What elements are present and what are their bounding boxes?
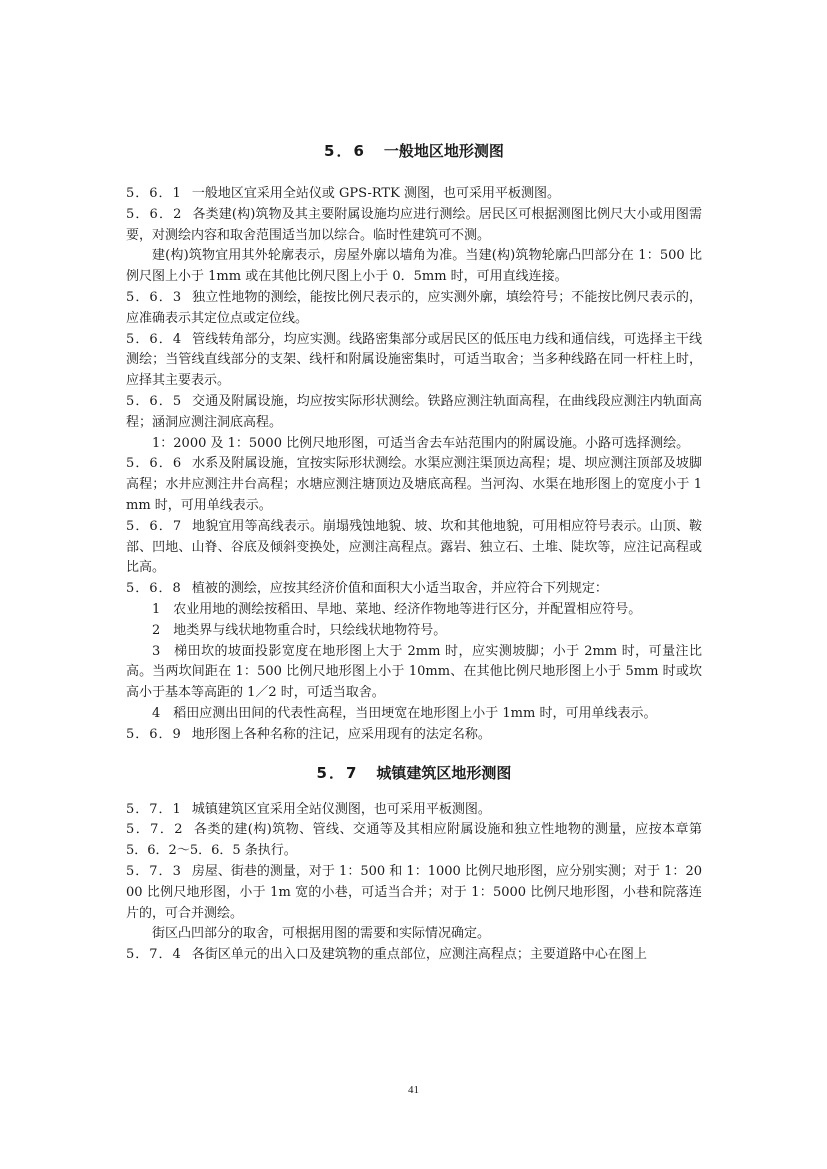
clause-text: 交通及附属设施，均应按实际形状测绘。铁路应测注轨面高程，在曲线段应测注内轨面高程；涵洞应测注洞底高程。 xyxy=(126,393,702,430)
clause-text: 水系及附属设施，宜按实际形状测绘。水渠应测注渠顶边高程；堤、坝应测注顶部及坡脚高程；水井应测注井台高程；水塘应测注塘顶边及塘底高程。当河沟、水渠在地形图上的宽度小于 1mm 时，可用单线表示。 xyxy=(126,456,702,513)
section-title-text: 一般地区地形测图 xyxy=(383,142,504,160)
clause-number: 5．7．3 xyxy=(126,863,182,879)
paragraph-5-6-2-b xyxy=(126,246,702,288)
clause-text: 城镇建筑区宜采用全站仪测图，也可采用平板测图。 xyxy=(191,801,491,817)
clause-5-7-2 xyxy=(126,820,702,862)
clause-5-6-9 xyxy=(126,725,702,746)
clause-number: 5．6．3 xyxy=(126,289,183,305)
paragraph-5-7-3-b xyxy=(126,924,702,945)
clause-text: 植被的测绘，应按其经济价值和面积大小适当取舍，并应符合下列规定： xyxy=(191,581,608,597)
clause-number: 5．6．7 xyxy=(126,518,183,534)
clause-text: 独立性地物的测绘，能按比例尺表示的，应实测外廓，填绘符号；不能按比例尺表示的，应准确表示其定位点或定位线。 xyxy=(126,289,702,326)
clause-5-6-1 xyxy=(126,184,702,205)
clause-5-7-4 xyxy=(126,945,702,966)
list-item xyxy=(126,600,702,621)
clause-5-6-3 xyxy=(126,288,702,330)
clause-5-6-4 xyxy=(126,330,702,392)
clause-number: 5．6．2 xyxy=(126,206,183,222)
clause-text: 各类建(构)筑物及其主要附属设施均应进行测绘。居民区可根据测图比例尺大小或用图需要，对测绘内容和取舍范围适当加以综合。临时性建筑可不测。 xyxy=(126,206,702,243)
section-5-7-title xyxy=(126,760,702,786)
section-5-6-title xyxy=(126,138,702,164)
clause-5-6-6 xyxy=(126,454,702,516)
clause-number: 5．6．4 xyxy=(126,331,183,347)
paragraph-text: 街区凸凹部分的取舍，可根据用图的需要和实际情况确定。 xyxy=(152,926,491,942)
clause-number: 5．6．5 xyxy=(126,393,183,409)
section-number: 5．7 xyxy=(316,763,359,782)
list-item xyxy=(126,621,702,642)
section-number: 5．6 xyxy=(324,142,366,160)
list-item xyxy=(126,642,702,704)
list-item-text: 3 梯田坎的坡面投影宽度在地形图上大于 2mm 时，应实测坡脚；小于 2mm 时，可量注比高。当两坎间距在 1：500 比例尺地形图上小于 10mm、在其他比例尺地形图上小于 5mm 时或坎高小于基本等高距的 1／2 时，可适当取舍。 xyxy=(126,643,702,701)
clause-text: 地貌宜用等高线表示。崩塌残蚀地貌、坡、坎和其他地貌，可用相应符号表示。山顶、鞍部、凹地、山脊、谷底及倾斜变换处，应测注高程点。露岩、独立石、土堆、陡坎等，应注记高程或比高。 xyxy=(126,518,702,576)
list-item xyxy=(126,704,702,725)
clause-5-6-7 xyxy=(126,517,702,579)
clause-number: 5．6．6 xyxy=(126,456,183,472)
section-title-text: 城镇建筑区地形测图 xyxy=(376,763,512,782)
clause-5-7-1 xyxy=(126,800,702,821)
clause-text: 一般地区宜采用全站仪或 GPS-RTK 测图，也可采用平板测图。 xyxy=(191,186,560,201)
clause-number: 5．6．8 xyxy=(126,581,182,597)
clause-number: 5．7．4 xyxy=(126,947,182,963)
clause-number: 5．7．2 xyxy=(126,822,184,838)
paragraph-text: 建(构)筑物宜用其外轮廓表示，房屋外廓以墙角为准。当建(构)筑物轮廓凸凹部分在 1：500 比例尺图上小于 1mm 或在其他比例尺图上小于 0．5mm 时，可用直线连接。 xyxy=(126,248,702,285)
clause-text: 地形图上各种名称的注记，应采用现有的法定名称。 xyxy=(191,726,491,742)
page-number: 41 xyxy=(408,1084,419,1096)
clause-5-6-5 xyxy=(126,392,702,434)
paragraph-5-6-5-b xyxy=(126,434,702,455)
clause-text: 管线转角部分，均应实测。线路密集部分或居民区的低压电力线和通信线，可选择主干线测绘；当管线直线部分的支架、线杆和附属设施密集时，可适当取舍；当多种线路在同一杆柱上时，应择其主要表示。 xyxy=(126,331,702,389)
clause-text: 房屋、街巷的测量，对于 1：500 和 1：1000 比例尺地形图，应分别实测；对于 1：2000 比例尺地形图，小于 1m 宽的小巷，可适当合并；对于 1：5000 比例尺地形图，小巷和院落连片的，可合并测绘。 xyxy=(126,863,702,921)
clause-5-6-2 xyxy=(126,205,702,247)
list-item-text: 1 农业用地的测绘按稻田、旱地、菜地、经济作物地等进行区分，并配置相应符号。 xyxy=(152,601,642,617)
clause-number: 5．7．1 xyxy=(126,801,182,817)
list-item-text: 4 稻田应测出田间的代表性高程，当田埂宽在地形图上小于 1mm 时，可用单线表示。 xyxy=(152,705,657,721)
clause-number: 5．6．9 xyxy=(126,726,182,742)
clause-number: 5．6．1 xyxy=(126,186,182,201)
list-item-text: 2 地类界与线状地物重合时，只绘线状地物符号。 xyxy=(152,622,447,638)
page-content xyxy=(126,138,702,966)
clause-text: 各类的建(构)筑物、管线、交通等及其相应附属设施和独立性地物的测量，应按本章第 5．6．2～5．6．5 条执行。 xyxy=(126,822,702,859)
clause-5-7-3 xyxy=(126,862,702,924)
paragraph-text: 1：2000 及 1：5000 比例尺地形图，可适当舍去车站范围内的附属设施。小路可选择测绘。 xyxy=(152,435,690,451)
clause-text: 各街区单元的出入口及建筑物的重点部位，应测注高程点；主要道路中心在图上 xyxy=(191,947,647,963)
clause-5-6-8 xyxy=(126,579,702,600)
